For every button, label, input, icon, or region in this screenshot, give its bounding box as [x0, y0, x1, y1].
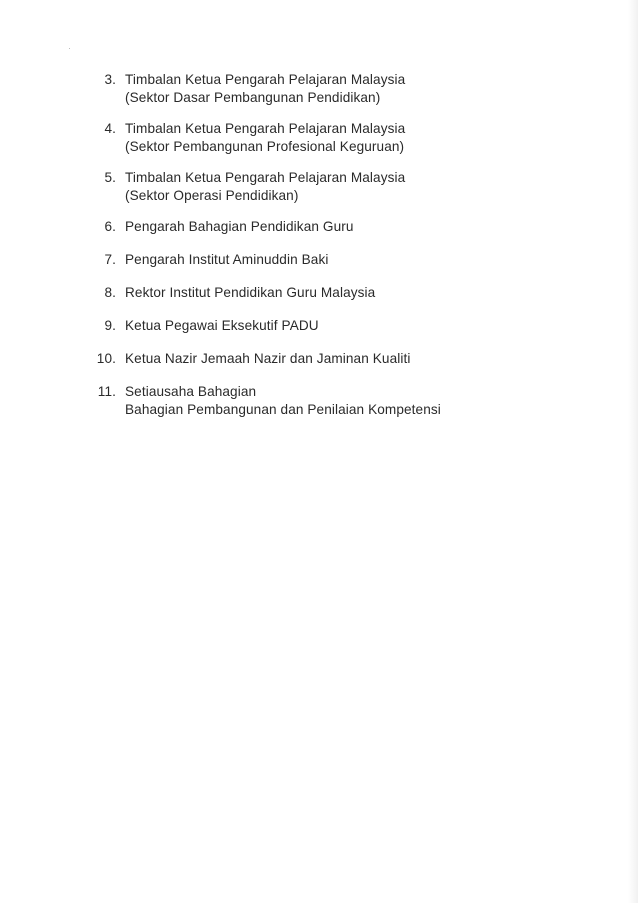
item-text [125, 383, 595, 419]
item-line: Setiausaha Bahagian [125, 384, 257, 399]
item-text [125, 218, 595, 236]
item-text [125, 317, 595, 335]
list-item [95, 350, 595, 368]
list-item [95, 169, 595, 205]
scan-edge-shadow [628, 0, 638, 903]
item-text [125, 169, 595, 205]
list-item [95, 71, 595, 107]
item-text [125, 251, 595, 269]
item-line: (Sektor Operasi Pendidikan) [125, 188, 299, 203]
item-line: Timbalan Ketua Pengarah Pelajaran Malaysia [125, 121, 406, 136]
list-item [95, 383, 595, 419]
scan-speck [69, 48, 70, 49]
item-line: Ketua Nazir Jemaah Nazir dan Jaminan Kualiti [125, 351, 411, 366]
item-number: 5. [104, 170, 116, 185]
list-item [95, 284, 595, 302]
item-number: 7. [104, 252, 116, 267]
list-item [95, 251, 595, 269]
item-line: Timbalan Ketua Pengarah Pelajaran Malaysia [125, 72, 406, 87]
item-line: Pengarah Bahagian Pendidikan Guru [125, 219, 354, 234]
item-line: Timbalan Ketua Pengarah Pelajaran Malaysia [125, 170, 406, 185]
item-number: 11. [97, 384, 116, 399]
item-text [125, 284, 595, 302]
distribution-list [95, 71, 595, 432]
item-number: 3. [104, 72, 116, 87]
item-text [125, 120, 595, 156]
item-line: Bahagian Pembangunan dan Penilaian Kompetensi [125, 402, 441, 417]
item-number: 6. [104, 219, 116, 234]
item-number: 10. [96, 351, 116, 366]
item-number: 4. [104, 121, 116, 136]
item-number: 9. [104, 318, 116, 333]
list-item [95, 317, 595, 335]
item-line: Ketua Pegawai Eksekutif PADU [125, 318, 319, 333]
item-number: 8. [104, 285, 116, 300]
item-line: (Sektor Dasar Pembangunan Pendidikan) [125, 90, 381, 105]
item-text [125, 71, 595, 107]
item-line: Rektor Institut Pendidikan Guru Malaysia [125, 285, 376, 300]
list-item [95, 120, 595, 156]
item-line: Pengarah Institut Aminuddin Baki [125, 252, 329, 267]
item-text [125, 350, 595, 368]
list-item [95, 218, 595, 236]
item-line: (Sektor Pembangunan Profesional Keguruan) [125, 139, 405, 154]
